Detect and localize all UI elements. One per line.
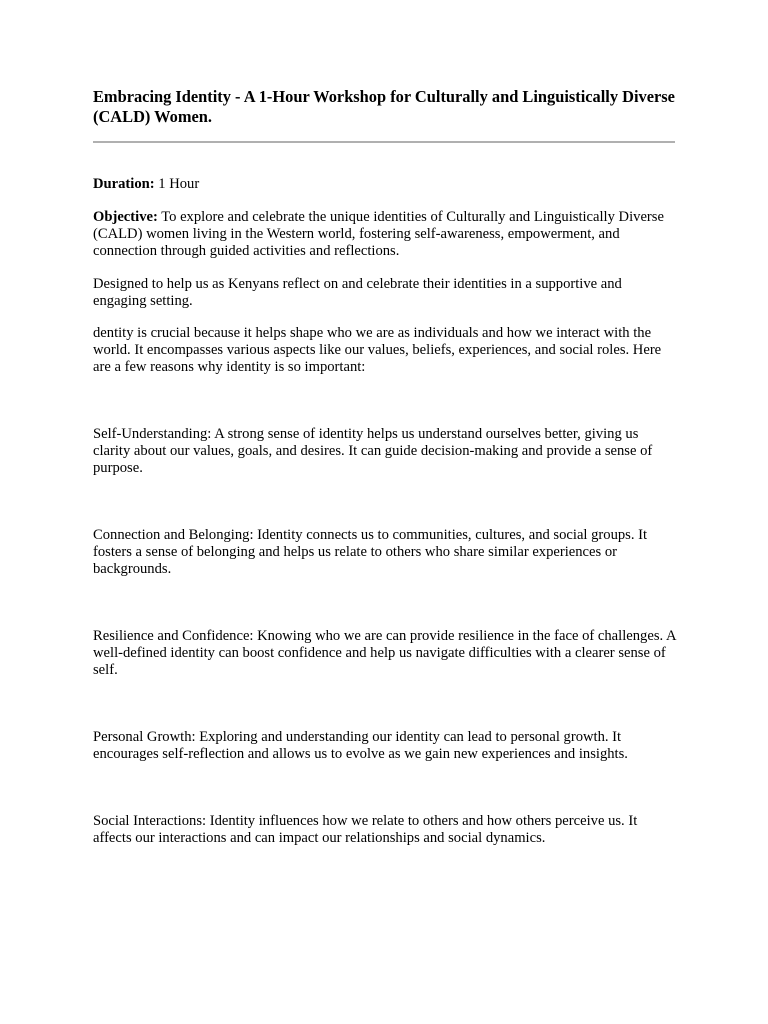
objective-label: Objective: (93, 209, 158, 225)
designed-paragraph: Designed to help us as Kenyans reflect on and celebrate their identities in a supportive and engaging setting. (93, 276, 622, 309)
reason-self-understanding: Self-Understanding: A strong sense of identity helps us understand ourselves better, giving us clarity about our values, goals, and desires. It can guide decision-making and provide a sense of purpose. (93, 426, 653, 476)
duration-label: Duration: (93, 176, 155, 192)
reason-social-interactions: Social Interactions: Identity influences how we relate to others and how others perceive us. It affects our interactions and can impact our relationships and social dynamics. (93, 813, 638, 846)
objective-text: To explore and celebrate the unique identities of Culturally and Linguistically Diverse (CALD) women living in the Western world, fostering self-awareness, empowerment, and connection through guided activities and reflections. (93, 209, 664, 259)
horizontal-divider (93, 141, 675, 143)
reason-connection-belonging: Connection and Belonging: Identity connects us to communities, cultures, and social groups. It fosters a sense of belonging and helps us relate to others who share similar experiences or backgrounds. (93, 527, 648, 577)
reason-resilience-confidence: Resilience and Confidence: Knowing who we are can provide resilience in the face of challenges. A well-defined identity can boost confidence and help us navigate difficulties with a clearer sense of self. (93, 628, 676, 678)
document-page (93, 87, 677, 847)
duration-value: 1 Hour (154, 176, 200, 192)
document-title: Embracing Identity - A 1-Hour Workshop for Culturally and Linguistically Diverse (CALD) Women. (93, 87, 675, 126)
identity-intro-paragraph: dentity is crucial because it helps shape who we are as individuals and how we interact with the world. It encompasses various aspects like our values, beliefs, experiences, and social roles. Here are a few reasons why identity is so important: (93, 325, 662, 375)
objective-paragraph (93, 209, 677, 260)
reason-personal-growth: Personal Growth: Exploring and understanding our identity can lead to personal growth. It encourages self-reflection and allows us to evolve as we gain new experiences and insights. (93, 729, 628, 762)
duration-paragraph (93, 176, 677, 193)
